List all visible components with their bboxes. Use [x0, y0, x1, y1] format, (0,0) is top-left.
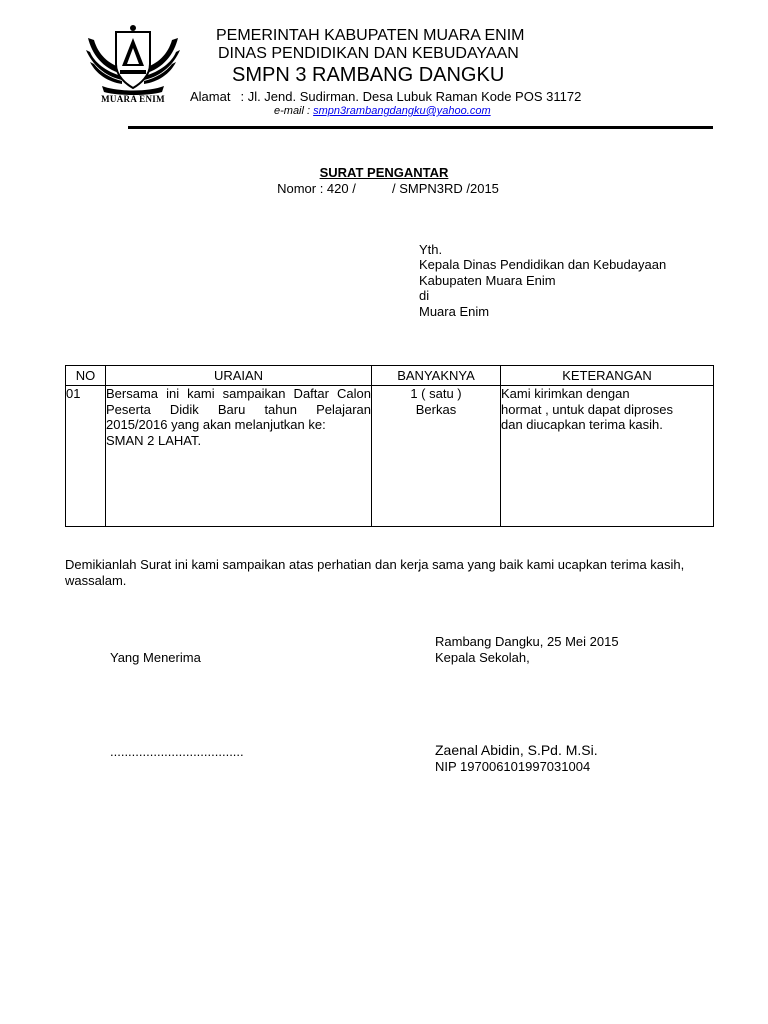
government-name: PEMERINTAH KABUPATEN MUARA ENIM [216, 27, 525, 44]
school-address [190, 89, 581, 104]
letterhead-rule [128, 126, 713, 129]
uraian-text: Bersama ini kami sampaikan Daftar Calon Peserta Didik Baru tahun Pelajaran 2015/2016 yang akan melanjutkan ke: [106, 386, 371, 432]
recipient-line-1: Kepala Dinas Pendidikan dan Kebudayaan [419, 257, 667, 272]
logo-caption: MUARA ENIM [101, 94, 165, 104]
address-text: : Jl. Jend. Sudirman. Desa Lubuk Raman Kode POS 31172 [240, 89, 582, 104]
email-link[interactable]: smpn3rambangdangku@yahoo.com [313, 105, 491, 117]
recipient-salutation: Yth. [419, 242, 443, 257]
place-date: Rambang Dangku, 25 Mei 2015 [435, 634, 619, 649]
letter-title: SURAT PENGANTAR [319, 165, 449, 180]
cell-no: 01 [66, 386, 106, 527]
regency-logo [82, 24, 184, 106]
keterangan-line-1: Kami kirimkan dengan [501, 386, 630, 401]
banyaknya-quantity: 1 ( satu ) [410, 386, 462, 401]
header-keterangan: KETERANGAN [501, 366, 714, 386]
department-name: DINAS PENDIDIKAN DAN KEBUDAYAAN [218, 45, 519, 62]
recipient-di: di [419, 288, 430, 303]
cell-banyaknya [372, 386, 501, 527]
cell-uraian [106, 386, 372, 527]
header-uraian: URAIAN [106, 366, 372, 386]
banyaknya-unit: Berkas [415, 401, 457, 417]
recipient-line-2: Kabupaten Muara Enim [419, 273, 556, 288]
table-header-row [66, 366, 714, 386]
keterangan-line-2: hormat , untuk dapat diproses [501, 401, 673, 417]
school-name: SMPN 3 RAMBANG DANGKU [232, 64, 505, 86]
header-no: NO [66, 366, 106, 386]
keterangan-line-3: dan diucapkan terima kasih. [501, 417, 663, 432]
receiver-signature-dots: ..................................... [110, 744, 244, 759]
uraian-destination: SMAN 2 LAHAT. [106, 432, 202, 448]
receiver-label: Yang Menerima [110, 650, 201, 665]
items-table [65, 365, 714, 527]
headmaster-name: Zaenal Abidin, S.Pd. M.Si. [435, 742, 598, 758]
headmaster-nip: NIP 197006101997031004 [435, 759, 591, 774]
cell-keterangan [501, 386, 714, 527]
headmaster-position: Kepala Sekolah, [435, 650, 530, 665]
closing-paragraph: Demikianlah Surat ini kami sampaikan atas perhatian dan kerja sama yang baik kami ucapkan terima kasih, wassalam. [65, 557, 685, 588]
school-email-line [274, 105, 491, 117]
letter-number: Nomor : 420 / / SMPN3RD /2015 [277, 181, 499, 196]
header-banyaknya: BANYAKNYA [372, 366, 501, 386]
table-row [66, 386, 714, 527]
address-label: Alamat [190, 89, 231, 104]
recipient-place: Muara Enim [419, 304, 490, 319]
email-label: e-mail : [274, 105, 311, 117]
